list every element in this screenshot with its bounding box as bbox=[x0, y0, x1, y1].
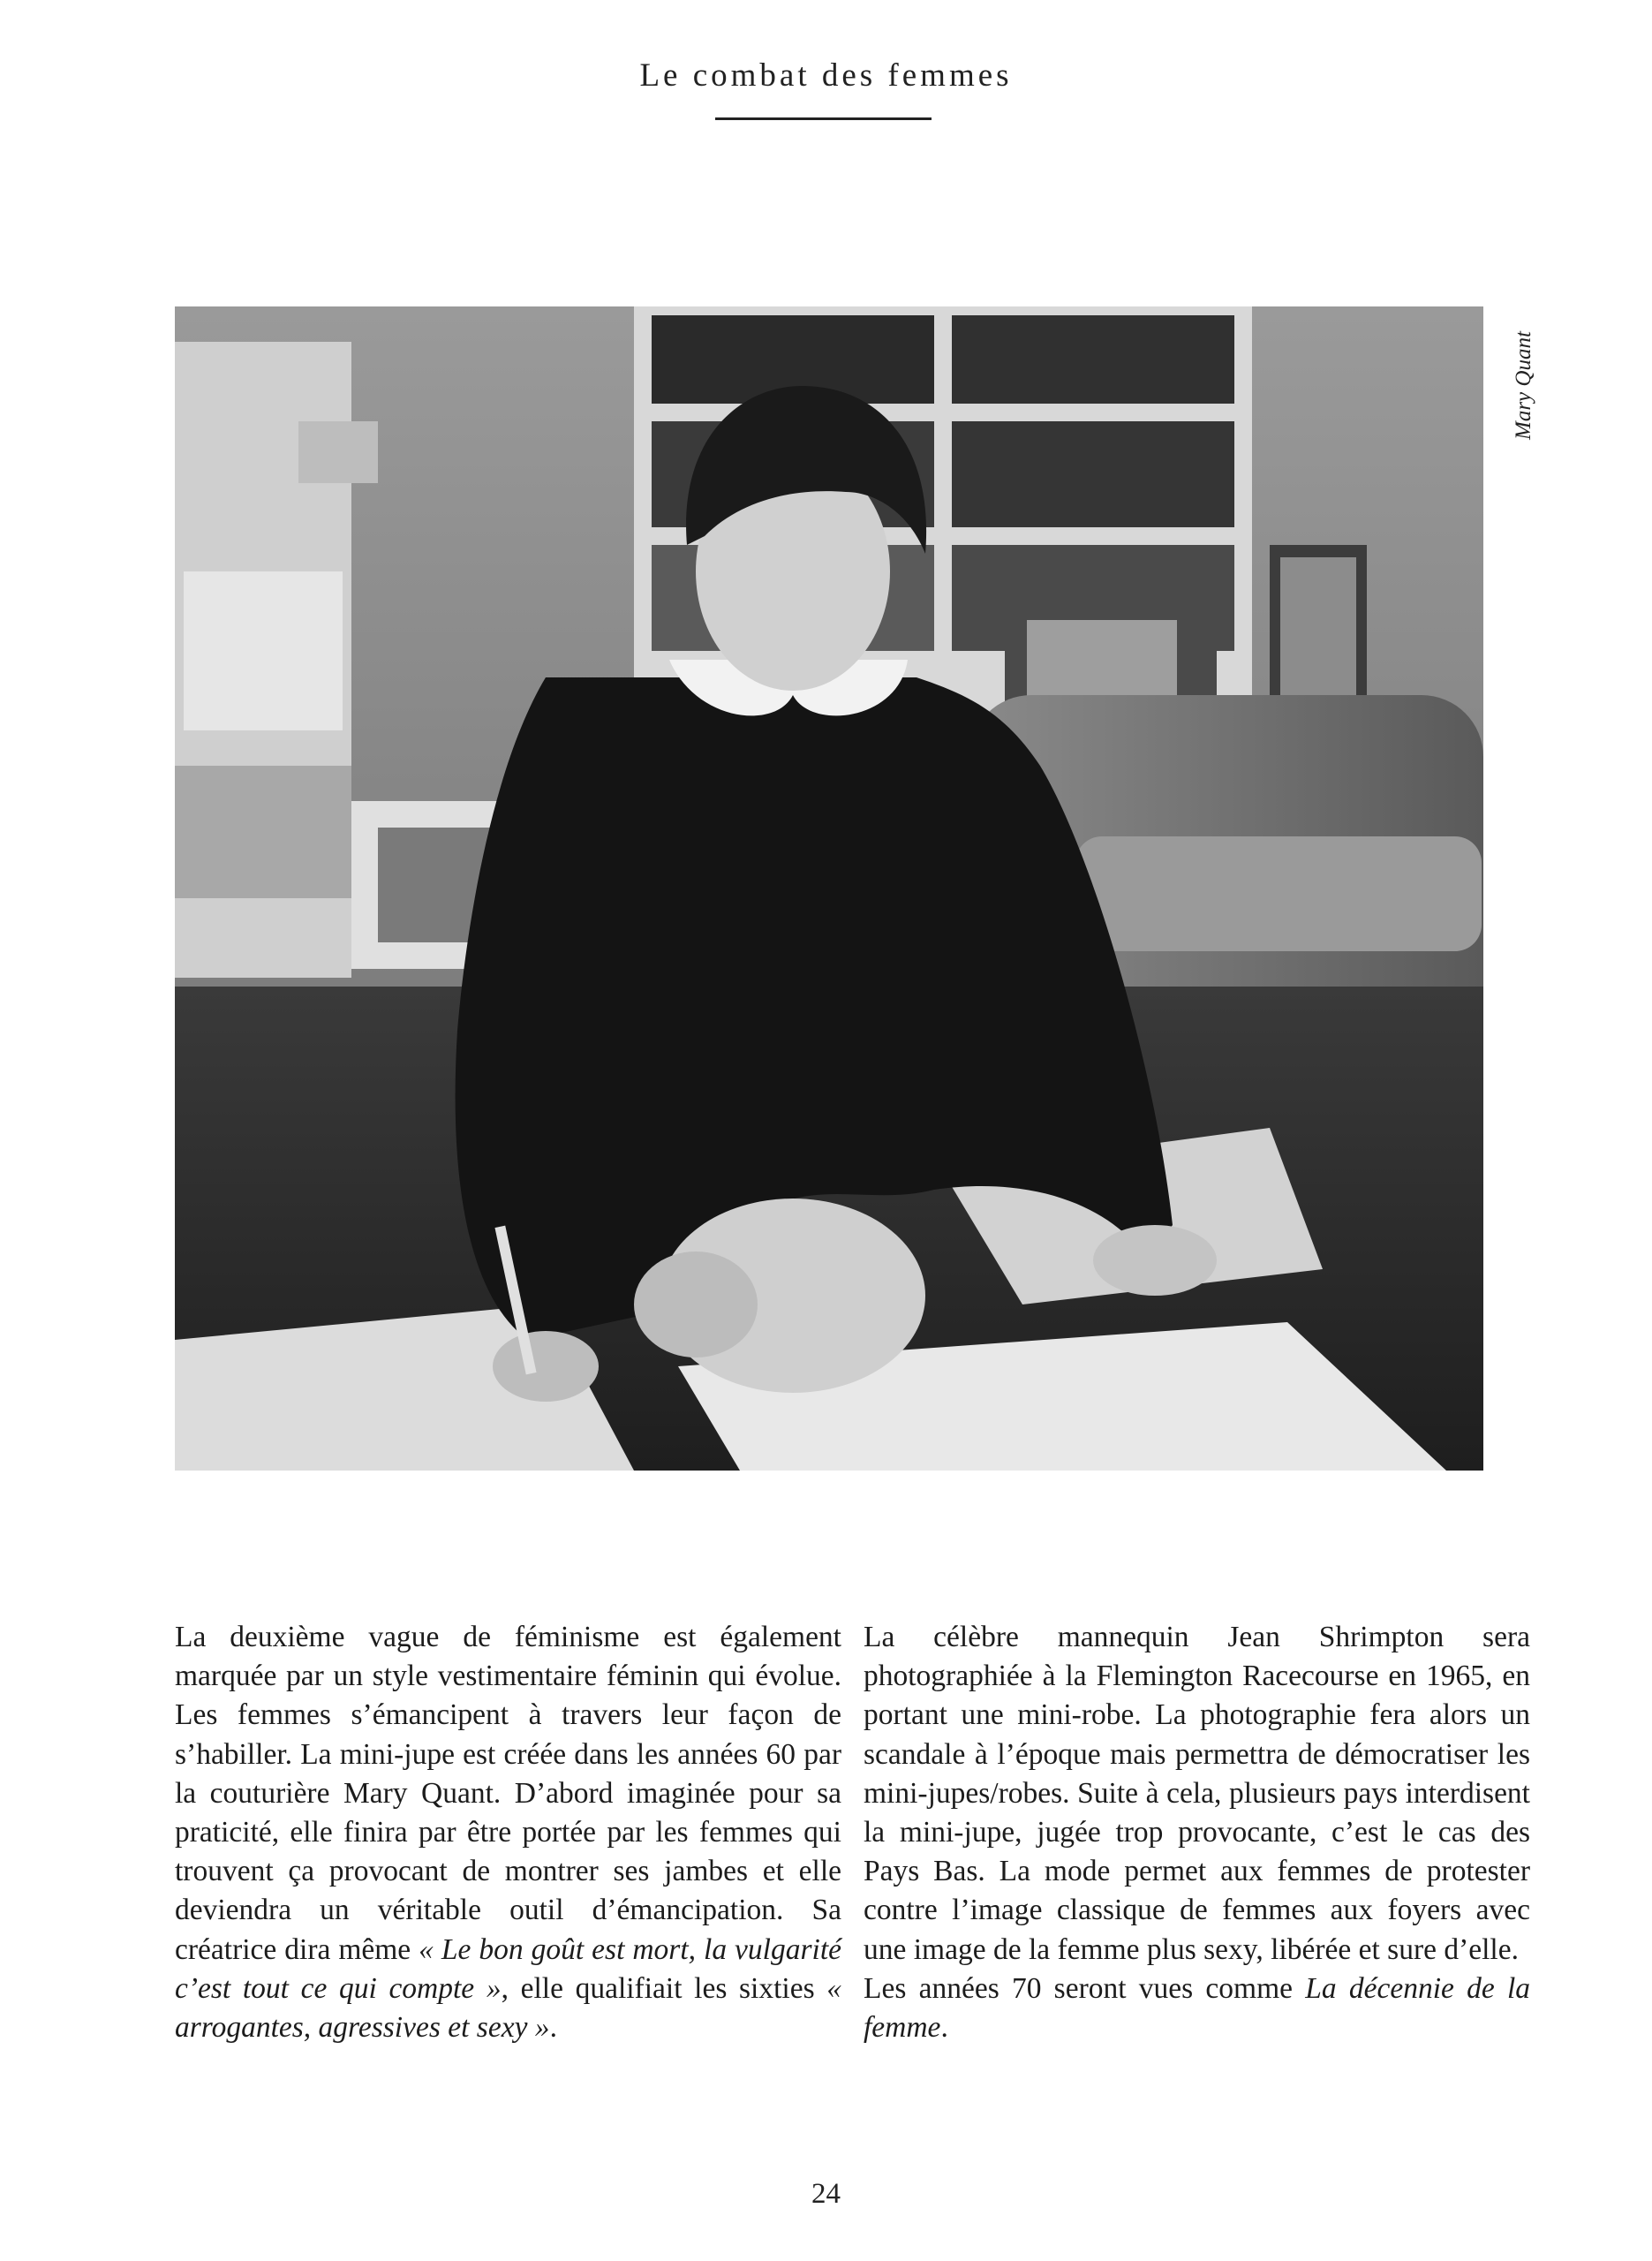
paragraph-seventies bbox=[864, 1970, 1530, 2047]
quote-sixties: « arrogantes, agressives et sexy » bbox=[175, 1971, 841, 2045]
quote-bon-gout: « Le bon goût est mort, la vulgarité c’est tout ce qui compte » bbox=[175, 1932, 841, 2005]
body-column-left bbox=[175, 1618, 841, 2047]
page-number: 24 bbox=[811, 2178, 841, 2210]
text-segment: Les années 70 seront vues comme bbox=[864, 1971, 1306, 2005]
paragraph-shrimpton: La célèbre mannequin Jean Shrimpton sera photographiée à la Flemington Racecourse en 1965, en portant une mini-robe. La photographie fera alors un scandale à l’époque mais permettra de démocratiser les mini-jupes/robes. Suite à cela, plusieurs pays interdisent la mini-jupe, jugée trop provocante, c’est le cas des Pays Bas. La mode permet aux femmes de protester contre l’image classique de femmes aux foyers avec une image de la femme plus sexy, libérée et sure d’elle. bbox=[864, 1621, 1530, 1966]
photograph bbox=[175, 306, 1483, 1471]
text-segment: . bbox=[549, 2011, 557, 2045]
text-segment: . bbox=[940, 2011, 948, 2045]
body-column-right bbox=[864, 1618, 1530, 2047]
running-title: Le combat des femmes bbox=[639, 57, 1013, 94]
text-segment: La deuxième vague de féminisme est également marquée par un style vestimentaire féminin qui évolue. Les femmes s’émancipent à travers leur façon de s’habiller. La mini-jupe est créée dans les années 60 par la couturière Mary Quant. D’abord imaginée pour sa praticité, elle finira par être portée par les femmes qui trouvent ça provocant de montrer ses jambes et elle deviendra un véritable outil d’émancipation. Sa créatrice dira même bbox=[175, 1621, 841, 1966]
paragraph-miniskirt bbox=[175, 1618, 841, 2047]
emphasis-decennie: La décennie de la femme bbox=[864, 1971, 1530, 2045]
photo-caption: Mary Quant bbox=[1512, 331, 1535, 440]
title-rule bbox=[715, 117, 932, 120]
text-segment: , elle qualifiait les sixties bbox=[501, 1971, 827, 2005]
